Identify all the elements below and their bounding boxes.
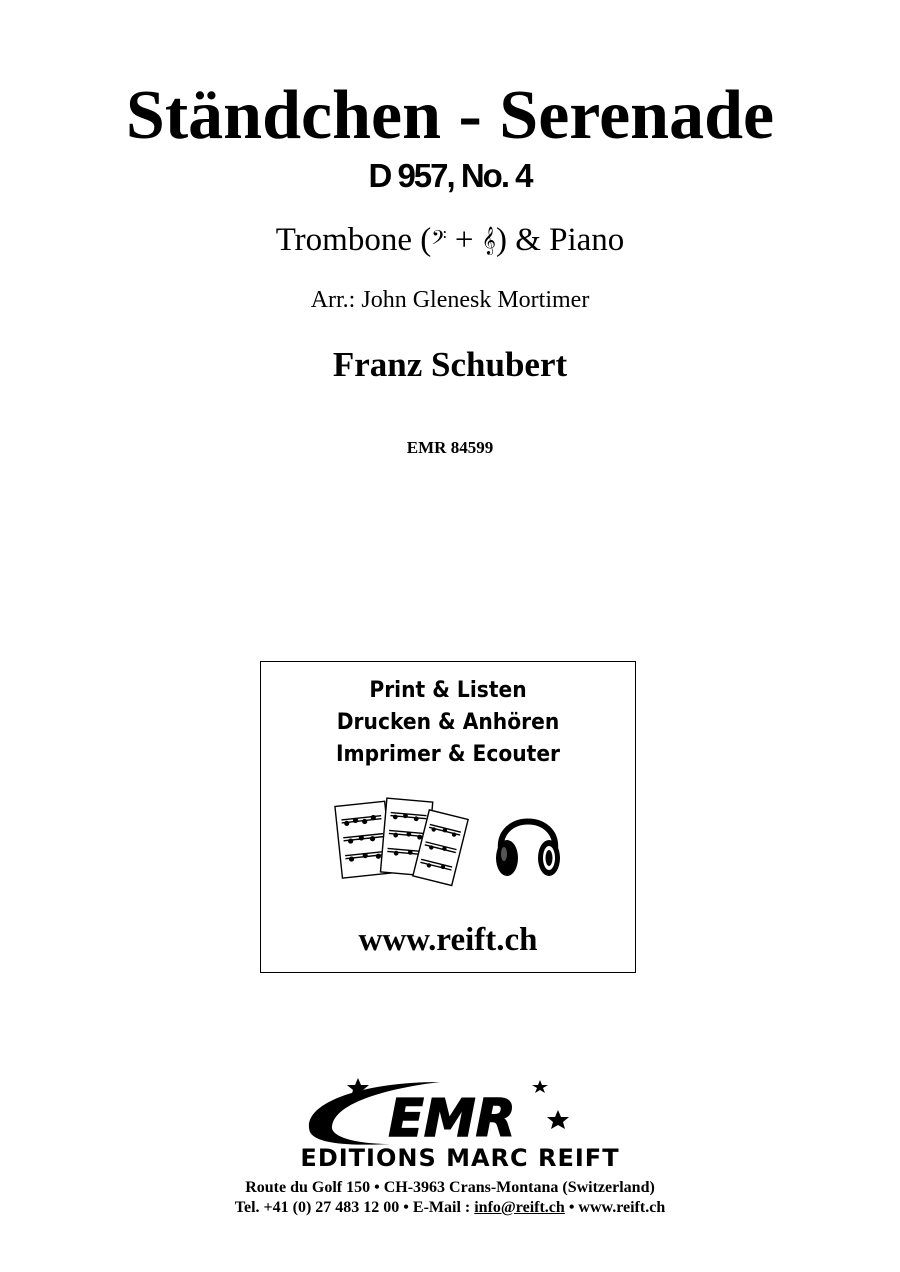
composer: Franz Schubert [332,345,568,384]
page-title: Ständchen - Serenade [125,77,775,154]
treble-clef-icon: 𝄞 [481,226,496,254]
edition-code: EMR 84599 [406,438,494,457]
instrumentation [0,220,900,260]
promo-line-fr: Imprimer & Ecouter [335,742,561,767]
promo-url[interactable]: www.reift.ch [358,922,538,958]
bass-clef-icon: 𝄢 [431,226,447,254]
headphones-icon [493,802,563,882]
arranger: Arr.: John Glenesk Mortimer [310,287,590,313]
contact-email-link[interactable]: info@reift.ch [474,1199,565,1216]
catalog-number: D 957, No. 4 [368,157,532,194]
sheet-music-icon [331,794,471,894]
emr-logo [240,1074,680,1174]
contact-web-link[interactable]: • www.reift.ch [564,1199,666,1216]
logo-text: EMR [388,1089,516,1149]
promo-line-en: Print & Listen [369,678,527,703]
publisher-contact [0,1198,900,1218]
promo-line-de: Drucken & Anhören [336,710,560,735]
publisher-name: EDITIONS MARC REIFT [300,1144,620,1172]
instrumentation-plus: + [446,222,482,258]
promo-box [260,661,636,973]
instrumentation-prefix: Trombone ( [275,222,432,258]
publisher-address: Route du Golf 150 • CH-3963 Crans-Montana (Switzerland) [245,1179,655,1196]
instrumentation-suffix: ) & Piano [495,222,625,258]
contact-tel: Tel. +41 (0) 27 483 12 00 • E-Mail : [234,1199,475,1216]
